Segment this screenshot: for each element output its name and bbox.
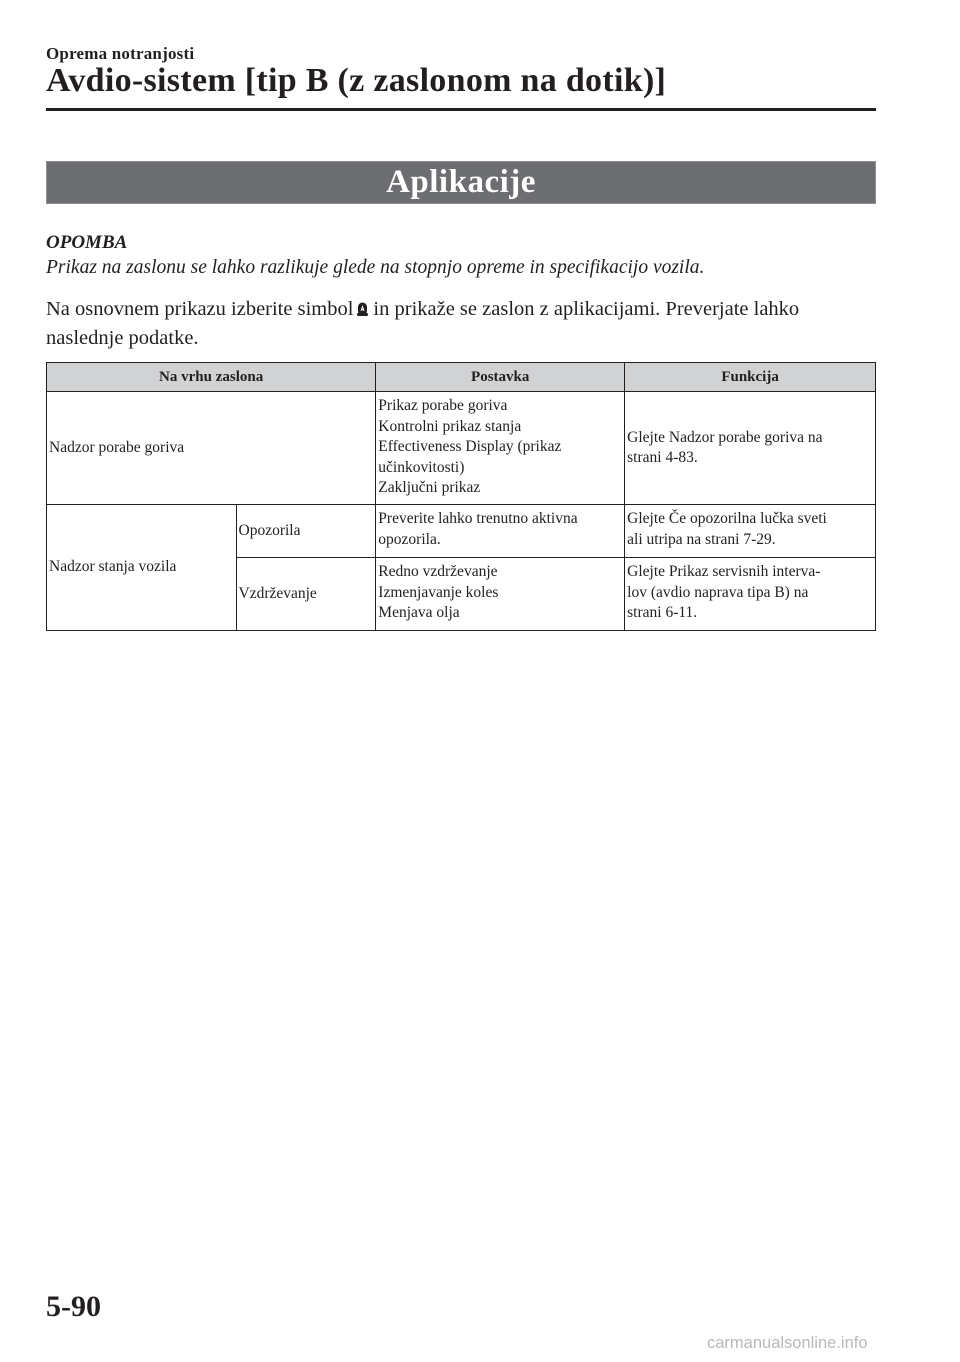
header-top-of-screen: Na vrhu zaslona: [47, 363, 376, 392]
function-line: Glejte Če opozorilna lučka sveti: [627, 510, 827, 527]
table-row: [47, 392, 876, 505]
manual-page: [46, 0, 876, 1362]
cell-top: Nadzor stanja vozila: [47, 505, 237, 631]
applications-table: [46, 362, 876, 631]
table-row: [47, 505, 876, 558]
cell-function: [625, 505, 876, 558]
cell-item: Vzdrževanje: [236, 558, 376, 631]
function-line: ali utripa na strani 7-29.: [627, 530, 776, 548]
section-title: Aplikacije: [386, 164, 536, 200]
cell-description: [376, 505, 625, 558]
intro-text-after: in prikaže se zaslon z aplikacijami. Preverjate lahko: [373, 298, 800, 320]
item-line: učinkovitosti): [378, 458, 465, 476]
description-line: Izmenjavanje koles: [378, 583, 499, 601]
breadcrumb: Oprema notranjosti: [46, 44, 195, 63]
header-item: Postavka: [376, 363, 625, 392]
item-line: Prikaz porabe goriva: [378, 397, 508, 414]
title-rule: [46, 108, 876, 111]
note-text: Prikaz na zaslonu se lahko razlikuje glede na stopnjo opreme in specifikacijo vozila.: [46, 257, 705, 278]
cell-description: [376, 558, 625, 631]
intro-text-line2: naslednje podatke.: [46, 327, 199, 349]
item-line: Kontrolni prikaz stanja: [378, 417, 522, 435]
function-line: strani 4-83.: [627, 449, 698, 466]
cell-function: [625, 392, 876, 505]
section-banner: [46, 161, 876, 204]
function-line: Glejte Nadzor porabe goriva na: [627, 428, 823, 446]
intro-paragraph: [46, 295, 876, 353]
description-line: Redno vzdrževanje: [378, 563, 498, 580]
intro-text-before: Na osnovnem prikazu izberite simbol: [46, 298, 354, 320]
chapter-title: Avdio-sistem [tip B (z zaslonom na dotik)]: [46, 62, 667, 99]
description-line: opozorila.: [378, 530, 441, 548]
description-line: Preverite lahko trenutno aktivna: [378, 510, 578, 527]
note-heading: OPOMBA: [46, 232, 128, 253]
watermark: carmanualsonline.info: [707, 1334, 868, 1352]
function-line: lov (avdio naprava tipa B) na: [627, 583, 809, 601]
description-line: Menjava olja: [378, 604, 460, 621]
cell-top: Nadzor porabe goriva: [47, 392, 376, 505]
item-line: Zaključni prikaz: [378, 479, 481, 496]
item-line: Effectiveness Display (prikaz: [378, 438, 562, 455]
header-function: Funkcija: [625, 363, 876, 392]
applications-icon: [355, 300, 370, 317]
function-line: Glejte Prikaz servisnih interva-: [627, 563, 821, 580]
cell-items: [376, 392, 625, 505]
function-line: strani 6-11.: [627, 604, 698, 621]
table-header-row: [47, 363, 876, 392]
page-number: 5-90: [46, 1290, 101, 1323]
cell-function: [625, 558, 876, 631]
cell-item: Opozorila: [236, 505, 376, 558]
